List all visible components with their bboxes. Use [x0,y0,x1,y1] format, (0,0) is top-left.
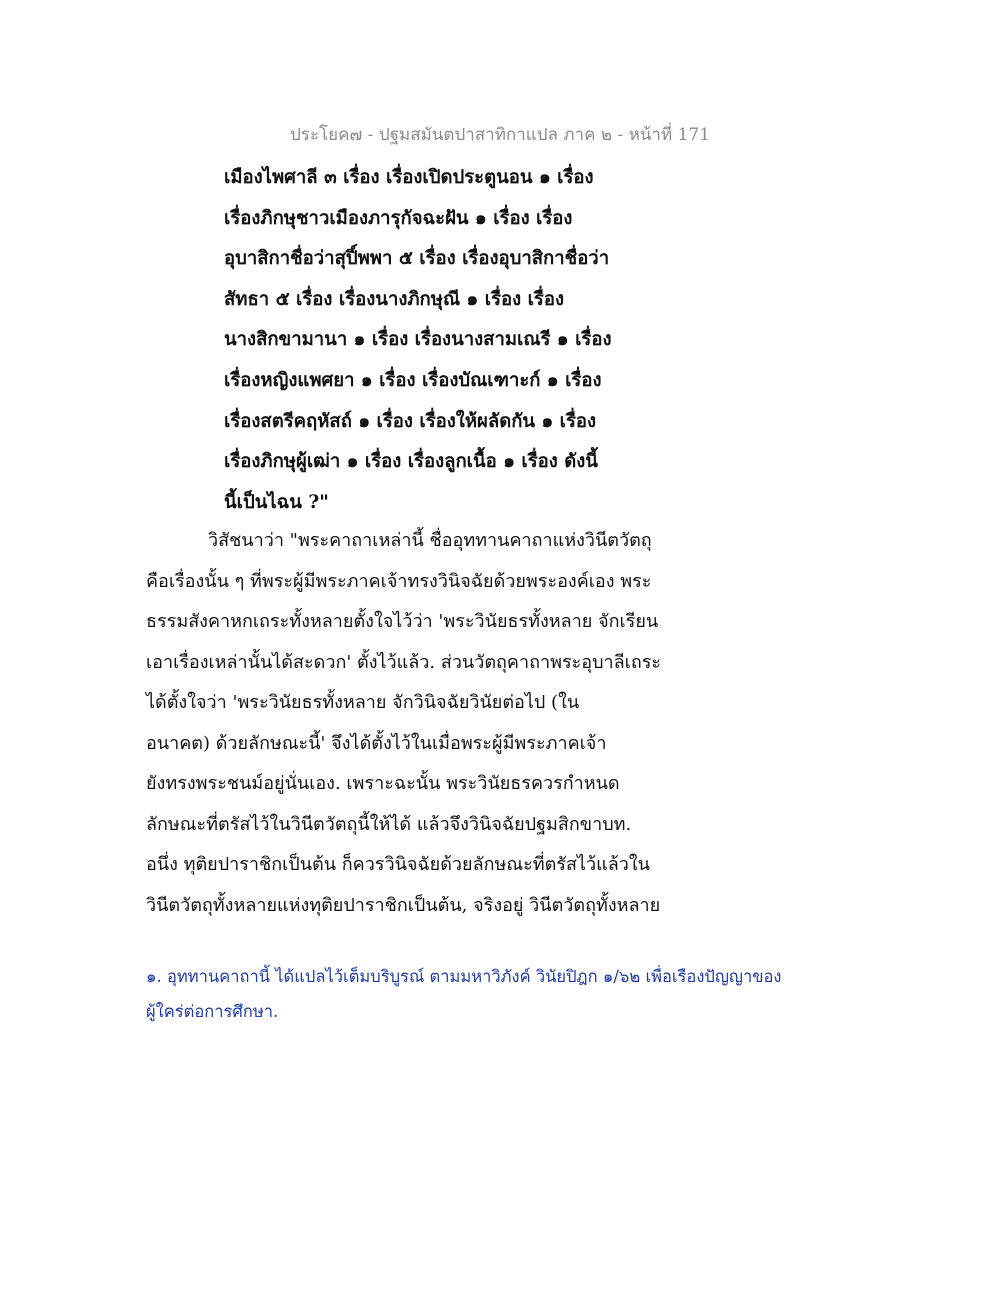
prose-line: วินีตวัตถุทั้งหลายแห่งทุติยปาราชิกเป็นต้น, จริงอยู่ วินีตวัตถุทั้งหลาย [146,894,661,916]
footnote-line: ผู้ใคร่ต่อการศึกษา. [146,1002,279,1021]
prose-line: อนึ่ง ทุติยปาราชิกเป็นต้น ก็ควรวินิจฉัยด้วยลักษณะที่ตรัสไว้แล้วใน [146,854,650,875]
prose-line: ลักษณะที่ตรัสไว้ในวินีตวัตถุนี้ให้ได้ แล้วจึงวินิจฉัยปฐมสิกขาบท. [146,813,632,835]
prose-line: อนาคต) ด้วยลักษณะนี้' จึงได้ตั้งไว้ในเมื่อพระผู้มีพระภาคเจ้า [146,732,607,754]
verse-block [224,158,654,523]
verse-line: สัทธา ๕ เรื่อง เรื่องนางภิกษุณี ๑ เรื่อง เรื่อง [224,288,564,310]
footnote-line: ๑. อุททานคาถานี้ ได้แปลไว้เต็มบริบูรณ์ ตามมหาวิภังค์ วินัยปิฎก ๑/๖๒ เพื่อเรืองปัญญาของ [146,967,782,986]
verse-line: อุบาสิกาชื่อว่าสุปิ์พพา ๕ เรื่อง เรื่องอุบาสิกาชื่อว่า [224,248,610,270]
prose-line: เอาเรื่องเหล่านั้นได้สะดวก' ตั้งไว้แล้ว. ส่วนวัตถุคาถาพระอุบาลีเถระ [146,651,662,673]
verse-line: เมืองไพศาลี ๓ เรื่อง เรื่องเปิดประตูนอน ๑ เรื่อง [224,167,594,188]
running-header: ประโยค๗ - ปฐมสมันตปาสาทิกาแปล ภาค ๒ - หน้าที่ 171 [289,125,711,145]
prose-line: คือเรื่องนั้น ๆ ที่พระผู้มีพระภาคเจ้าทรงวินิจฉัยด้วยพระองค์เอง พระ [146,570,652,592]
footnote-block [146,959,826,1029]
prose-line: ยังทรงพระชนม์อยู่นั่นเอง. เพราะฉะนั้น พระวินัยธรควรกำหนด [146,773,620,794]
prose-line: ได้ตั้งใจว่า 'พระวินัยธรทั้งหลาย จักวินิจฉัยวินัยต่อไป (ใน [146,692,580,713]
verse-line: เรื่องหญิงแพศยา ๑ เรื่อง เรื่องบัณเฑาะก์ ๑ เรื่อง [224,369,602,391]
verse-line: นี้เป็นไฉน ?" [224,491,329,513]
verse-line: เรื่องภิกษุผู้เฒ่า ๑ เรื่อง เรื่องลูกเนื้อ ๑ เรื่อง ดังนี้ [224,451,598,473]
verse-line: เรื่องภิกษุชาวเมืองภารุกัจฉะฝัน ๑ เรื่อง เรื่อง [224,207,573,229]
prose-line: ธรรมสังคาหกเถระทั้งหลายตั้งใจไว้ว่า 'พระวินัยธรทั้งหลาย จักเรียน [146,611,659,632]
verse-line: เรื่องสตรีคฤหัสถ์ ๑ เรื่อง เรื่องให้ผลัดกัน ๑ เรื่อง [224,410,597,432]
verse-line: นางสิกขามานา ๑ เรื่อง เรื่องนางสามเณรี ๑ เรื่อง [224,329,612,351]
prose-line: วิสัชนาว่า "พระคาถาเหล่านี้ ชื่ออุททานคาถาแห่งวินีตวัตถุ [208,530,652,551]
prose-block [146,521,706,926]
